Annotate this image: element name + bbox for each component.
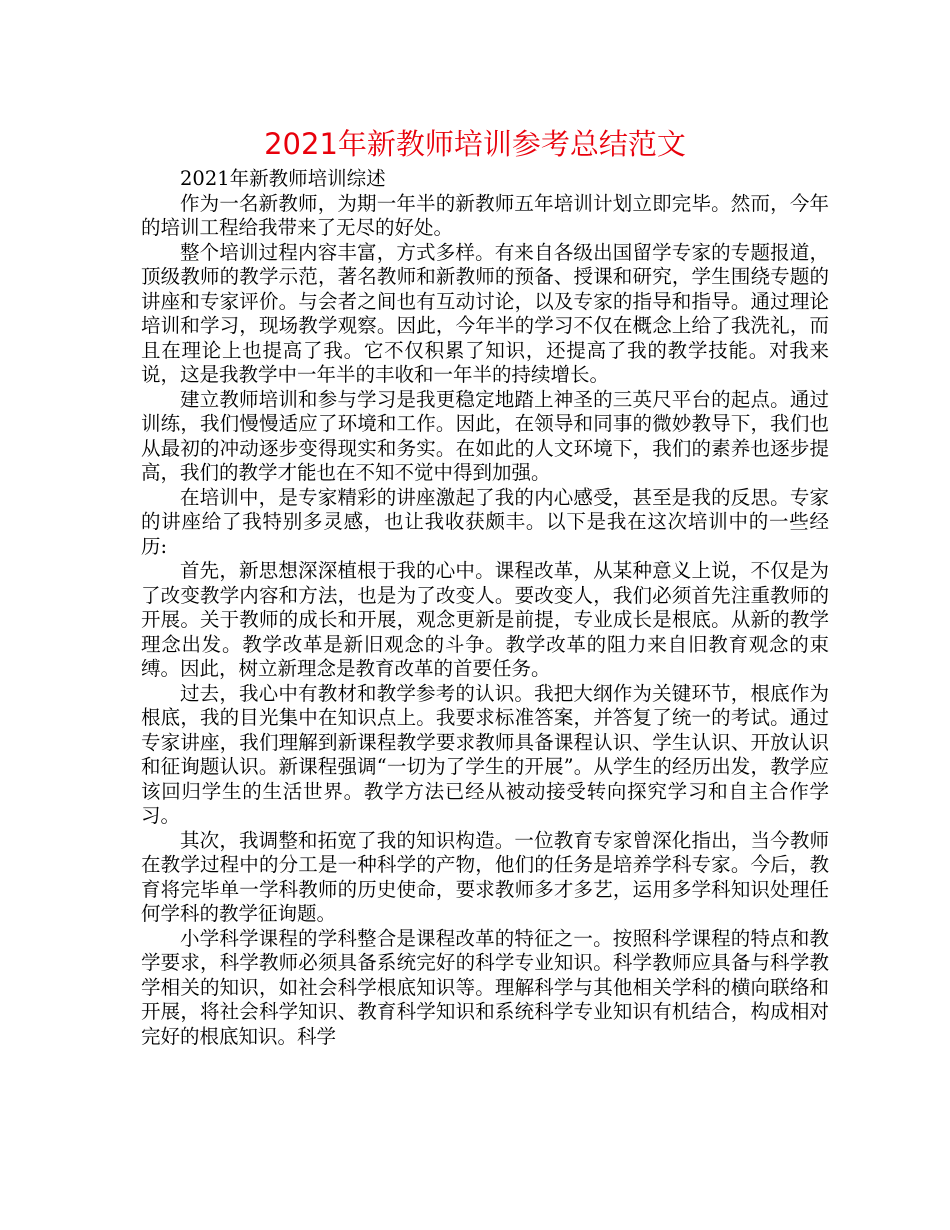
paragraph: 首先，新思想深深植根于我的心中。课程改革，从某种意义上说，不仅是为了改变教学内容和方法，也是为了改变人。要改变人，我们必须首先注重教师的开展。关于教师的成长和开展，观念更新是前提，专业成长是根底。从新的教学理念出发。教学改革是新旧观念的斗争。教学改革的阻力来自旧教育观念的束缚。因此，树立新理念是教育改革的首要任务。	[141, 559, 829, 680]
paragraph: 作为一名新教师，为期一年半的新教师五年培训计划立即完毕。然而，今年的培训工程给我带来了无尽的好处。	[141, 191, 829, 239]
document-title: 2021年新教师培训参考总结范文	[264, 127, 686, 161]
paragraph: 其次，我调整和拓宽了我的知识构造。一位教育专家曾深化指出，当今教师在教学过程中的分工是一种科学的产物，他们的任务是培养学科专家。今后，教育将完毕单一学科教师的历史使命，要求教师多才多艺，运用多学科知识处理任何学科的教学征询题。	[141, 828, 829, 925]
paragraph: 过去，我心中有教材和教学参考的认识。我把大纲作为关键环节，根底作为根底，我的目光集中在知识点上。我要求标准答案，并答复了统一的考试。通过专家讲座，我们理解到新课程教学要求教师具备课程认识、学生认识、开放认识和征询题认识。新课程强调“一切为了学生的开展”。从学生的经历出发，教学应该回归学生的生活世界。教学方法已经从被动接受转向探究学习和自主合作学习。	[141, 681, 829, 827]
paragraph: 整个培训过程内容丰富，方式多样。有来自各级出国留学专家的专题报道，顶级教师的教学示范，著名教师和新教师的预备、授课和研究，学生围绕专题的讲座和专家评价。与会者之间也有互动讨论，以及专家的指导和指导。通过理论培训和学习，现场教学观察。因此，今年半的学习不仅在概念上给了我洗礼，而且在理论上也提高了我。它不仅积累了知识，还提高了我的教学技能。对我来说，这是我教学中一年半的丰收和一年半的持续增长。	[141, 240, 829, 386]
document-body	[141, 167, 829, 1049]
paragraph: 在培训中，是专家精彩的讲座激起了我的内心感受，甚至是我的反思。专家的讲座给了我特别多灵感，也让我收获颇丰。以下是我在这次培训中的一些经历:	[141, 485, 829, 558]
paragraph: 小学科学课程的学科整合是课程改革的特征之一。按照科学课程的特点和教学要求，科学教师必须具备系统完好的科学专业知识。科学教师应具备与科学教学相关的知识，如社会科学根底知识等。理解科学与其他相关学科的横向联络和开展，将社会科学知识、教育科学知识和系统科学专业知识有机结合，构成相对完好的根底知识。科学	[141, 926, 829, 1048]
paragraph: 2021年新教师培训综述	[180, 167, 386, 190]
paragraph: 建立教师培训和参与学习是我更稳定地踏上神圣的三英尺平台的起点。通过训练，我们慢慢适应了环境和工作。因此，在领导和同事的微妙教导下，我们也从最初的冲动逐步变得现实和务实。在如此的人文环境下，我们的素养也逐步提高，我们的教学才能也在不知不觉中得到加强。	[141, 387, 829, 484]
